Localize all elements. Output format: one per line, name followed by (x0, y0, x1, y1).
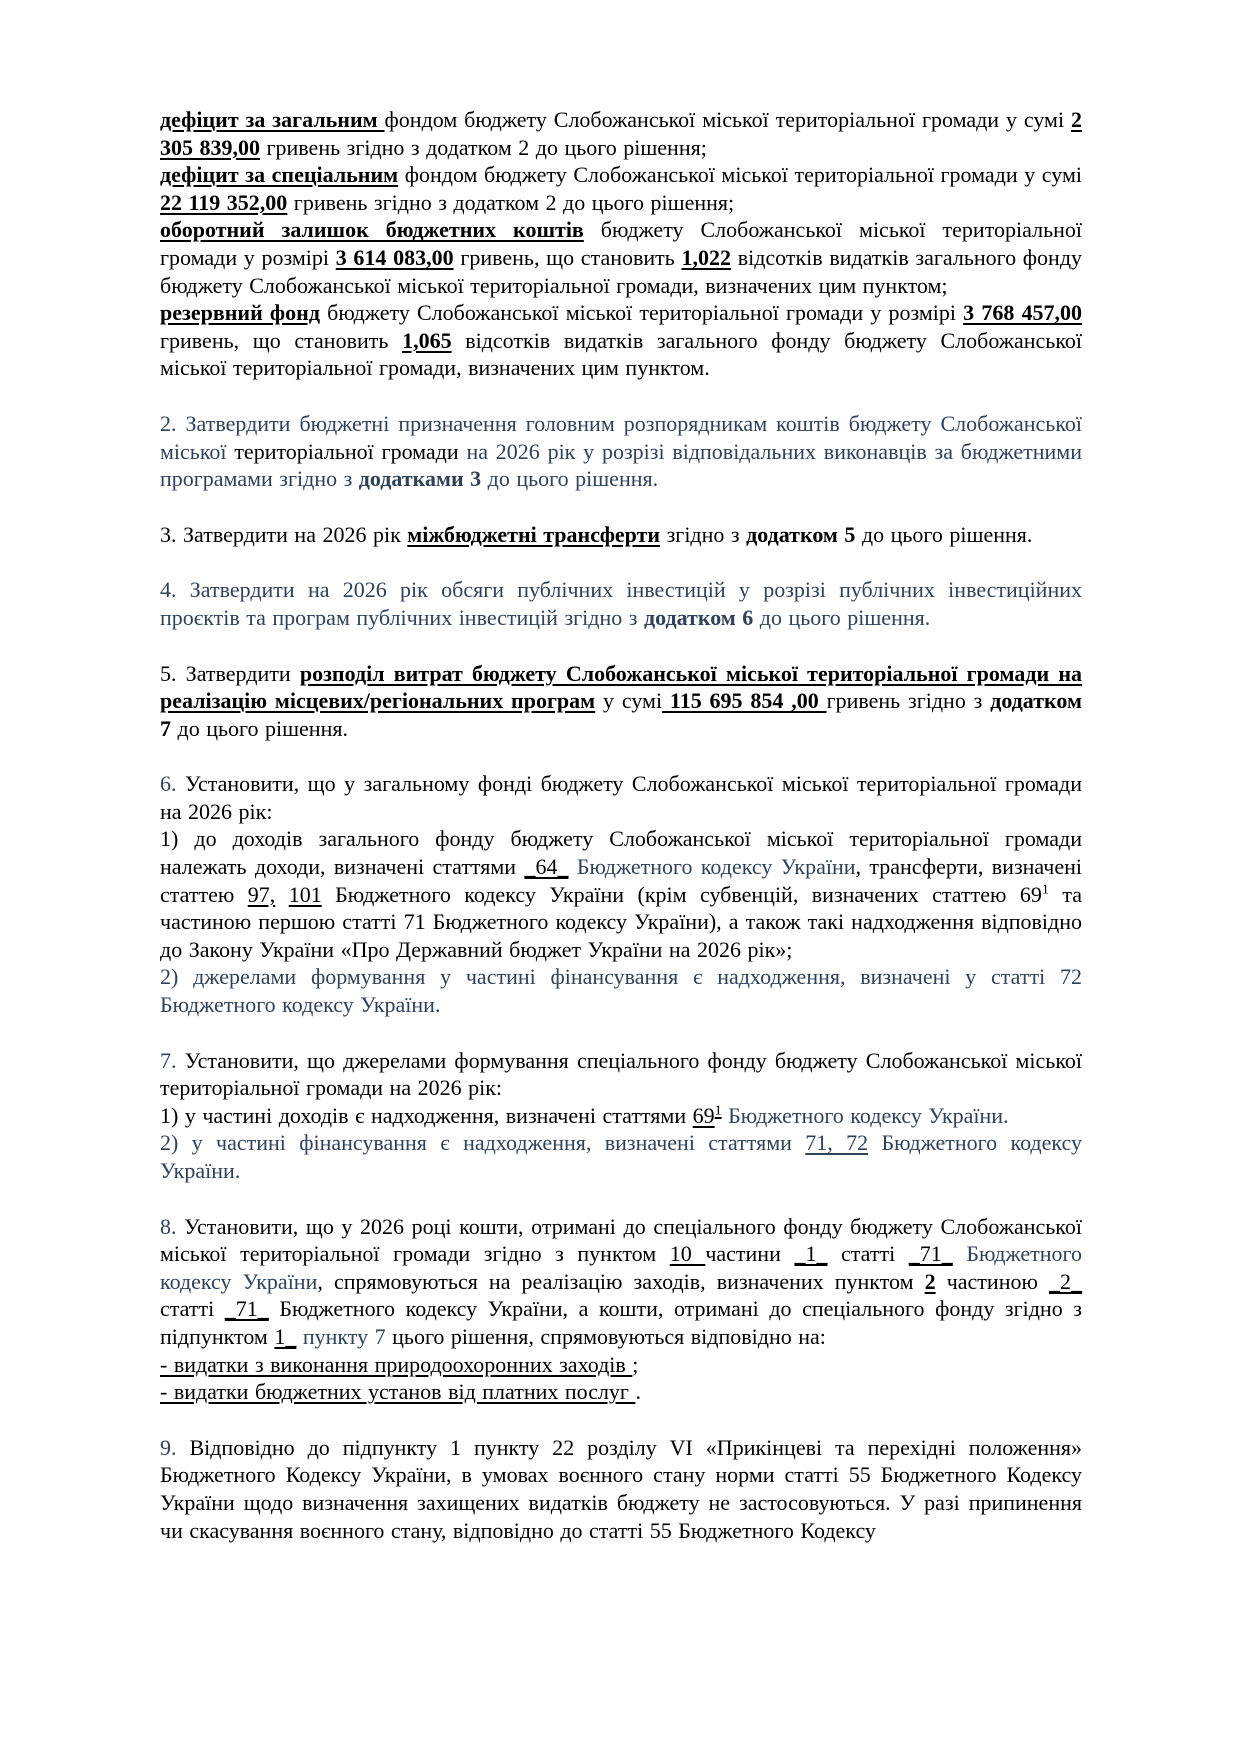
text-run: 7. (160, 1047, 185, 1073)
text-run: гривень згідно з додатком 2 до цього рішення; (260, 134, 707, 160)
text-run: _71_ (908, 1241, 953, 1267)
text-run: 115 695 854 ,00 (662, 688, 827, 714)
item-2-budget-appointments (160, 410, 1082, 493)
text-run: Бюджетного кодексу України (160, 1241, 1083, 1294)
item-6-general-fund-heading (160, 770, 1082, 825)
deficit-general-fund (160, 106, 1082, 161)
text-run: територіальної громади (234, 438, 467, 464)
text-run: додатком 7 (160, 688, 1083, 741)
text-run: міжбюджетні трансферти (407, 521, 661, 547)
item-8-dash-paid-services (160, 1378, 1082, 1406)
text-run: - видатки бюджетних установ від платних послуг (160, 1379, 636, 1405)
text-run: бюджету Слобожанської міської територіальної громади у розмірі (160, 217, 1082, 270)
item-3-interbudget-transfers (160, 521, 1082, 549)
text-run: Бюджетного кодексу України. (160, 1130, 1083, 1183)
text-run: до цього рішення. (753, 604, 931, 630)
text-run: 4. Затвердити на 2026 рік обсяги публічних інвестицій у розрізі публічних інвестиційних проєктів та програм публічних інвестицій згідно з (160, 577, 1082, 630)
text-run: Бюджетного кодексу України, а кошти, отримані до спеціального фонду згідно з підпунктом (160, 1296, 1082, 1349)
text-run: 2. Затвердити бюджетні призначення головним розпорядникам коштів бюджету Слобожанської міської (160, 410, 1082, 464)
text-run: 10 (669, 1241, 706, 1267)
text-run: 8. (160, 1213, 185, 1239)
text-run: 3 614 083,00 (335, 244, 454, 270)
text-run: Відповідно до підпункту 1 пункту 22 розділу VI «Прикінцеві та перехідні положення» Бюджетного Кодексу України, в умовах воєнного стану норми статті 55 Бюджетного Кодексу України щодо визначення захищених видатків бюджету не застосовуються. У разі припинення чи скасування воєнного стану, відповідно до статті 55 Бюджетного Кодексу (160, 1434, 1083, 1543)
text-run: розподіл витрат бюджету Слобожанської міської територіальної громади на реалізацію місцевих/регіональних програм (160, 660, 1082, 714)
item-7-sub-2-financing (160, 1129, 1082, 1184)
text-run: 69 (692, 1102, 715, 1128)
text-run: до цього рішення. (855, 521, 1033, 547)
item-7-special-fund-heading (160, 1047, 1082, 1102)
text-run: 2 (924, 1268, 936, 1294)
item-8-special-fund-usage (160, 1213, 1082, 1351)
text-run: 3 768 457,00 (963, 300, 1082, 326)
text-run: статті (827, 1241, 909, 1267)
text-run: статті (160, 1296, 225, 1322)
text-run: Бюджетного кодексу України (576, 854, 856, 880)
text-run: 9. (160, 1434, 190, 1460)
text-run: відсотків видатків загального фонду бюджету Слобожанської міської територіальної громади, визначених цим пунктом. (160, 327, 1083, 381)
text-run: у сумі (595, 688, 663, 714)
text-run: частиною (935, 1268, 1049, 1294)
text-run: 1) у частині доходів є надходження, визначені статтями (160, 1102, 693, 1128)
text-run: Бюджетного кодексу України. (721, 1102, 1009, 1128)
item-4-public-investments (160, 576, 1082, 631)
text-run: додатками 3 (358, 466, 482, 492)
text-run: 1,065 (402, 327, 452, 353)
text-run: та частиною першою статті 71 Бюджетного кодексу України), а також такі надходження відповідно до Закону України «Про Державний бюджет України на 2026 рік»; (160, 881, 1082, 962)
text-run: дефіцит за загальним (160, 107, 385, 132)
text-run: 1_ (274, 1323, 297, 1349)
text-run: згідно з (660, 521, 747, 547)
working-balance (160, 216, 1082, 299)
text-run: Бюджетного кодексу України (крім субвенцій, визначених статтею 69 (321, 881, 1042, 907)
text-run: дефіцит за спеціальним (160, 162, 399, 188)
text-run: гривень, що становить (453, 244, 682, 270)
text-run (953, 1241, 967, 1266)
text-run: 1) до доходів загального фонду бюджету Слобожанської міської територіальної громади належать доходи, визначені статтями (160, 826, 1082, 880)
text-run: додатком 5 (746, 521, 856, 547)
text-run: _2_ (1049, 1268, 1082, 1294)
text-run: гривень, що становить (160, 327, 403, 353)
text-run: 1 (1041, 882, 1049, 898)
text-run: Установити, що у 2026 році кошти, отримані до спеціального фонду бюджету Слобожанської міської територіальної громади згідно з пунктом (160, 1213, 1082, 1267)
text-run: частини (705, 1241, 795, 1267)
item-6-sub-2-financing-sources (160, 963, 1082, 1018)
text-run: 1,022 (681, 244, 731, 270)
text-run: бюджету Слобожанської міської територіальної громади у розмірі (319, 300, 964, 326)
reserve-fund (160, 299, 1082, 382)
text-run: - видатки з виконання природоохоронних заходів (160, 1351, 633, 1377)
text-run: фондом бюджету Слобожанської міської територіальної громади у сумі (384, 107, 1071, 132)
text-run: відсотків видатків загального фонду бюджету Слобожанської міської територіальної громади, визначених цим пунктом; (160, 244, 1083, 298)
deficit-special-fund (160, 161, 1082, 216)
text-run: гривень згідно з додатком 2 до цього рішення; (287, 189, 735, 215)
text-run: 22 119 352,00 (160, 189, 288, 215)
text-run: пункту 7 (296, 1323, 386, 1349)
text-run: 5. Затвердити (160, 660, 300, 686)
text-run: 6. (160, 771, 186, 797)
text-run: 97, (247, 881, 276, 907)
text-run (568, 854, 576, 879)
text-run: гривень згідно з (826, 688, 991, 714)
text-run: ; (632, 1351, 639, 1377)
text-run: додатком 6 (643, 604, 754, 630)
text-run: 2) джерелами формування у частині фінансування є надходження, визначені у статті 72 Бюджетного кодексу України. (160, 964, 1082, 1018)
text-run: 101 (288, 881, 322, 907)
text-run: _1_ (794, 1241, 828, 1267)
text-run: _64_ (524, 854, 569, 880)
text-run: резервний фонд (160, 300, 320, 326)
text-run: Установити, що у загальному фонді бюджету Слобожанської міської територіальної громади на 2026 рік: (160, 771, 1082, 824)
text-run: 3. Затвердити на 2026 рік (160, 521, 408, 547)
text-run: Установити, що джерелами формування спеціального фонду бюджету Слобожанської міської територіальної громади на 2026 рік: (160, 1047, 1083, 1101)
text-run: _71_ (224, 1296, 269, 1322)
text-run: 2 305 839,00 (160, 107, 1082, 160)
text-run: , трансферти, визначені статтею (160, 854, 1083, 907)
text-run: 2) у частині фінансування є надходження, визначені статтями (160, 1130, 806, 1156)
text-run (275, 882, 288, 907)
text-run: 71, 72 (805, 1130, 869, 1156)
text-run: на 2026 рік у розрізі відповідальних виконавців за бюджетними програмами згідно з (160, 438, 1083, 492)
text-run: до цього рішення. (481, 466, 659, 492)
item-7-sub-1-revenues (160, 1102, 1082, 1130)
item-8-dash-environmental (160, 1351, 1082, 1379)
text-run: оборотний залишок бюджетних коштів (160, 217, 584, 243)
text-run: фондом бюджету Слобожанської міської територіальної громади у сумі (398, 162, 1083, 188)
text-run: цього рішення, спрямовуються відповідно на: (385, 1323, 826, 1349)
text-run: , спрямовуються на реалізацію заходів, визначених пунктом (317, 1268, 925, 1294)
item-9-martial-law (160, 1434, 1082, 1544)
text-run: до цього рішення. (171, 715, 348, 741)
text-run: 1 (714, 1103, 722, 1119)
item-6-sub-1-revenues (160, 825, 1082, 963)
item-5-expense-distribution (160, 660, 1082, 743)
text-run: . (635, 1379, 641, 1405)
